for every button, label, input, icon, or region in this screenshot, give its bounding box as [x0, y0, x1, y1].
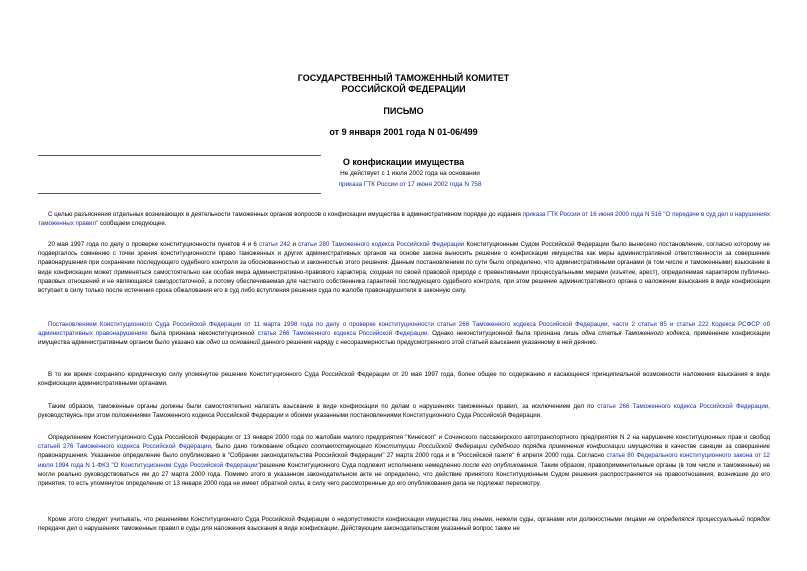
paragraph-6 [38, 433, 770, 488]
paragraph-1 [38, 210, 770, 228]
doc-subject: О конфискации имущества [342, 157, 465, 167]
p6-italic-1: общего соответствующего Конституции Российской Федерации судебного порядка применения конфискации имущества [286, 443, 663, 451]
p6-text-5: . Таким образом, правоприменительные органы (в том числе и таможенные) не могли реально руководствоваться им до 27 марта 2000 года. Помимо этого в указанном законодательном акте не определено, что действие принятого Конституционным Судом решения распространяется на правоотношения, возникшие до его принятия, то есть упомянутое определение от 13 января 2000 года не имеет обратной силы, в силу чего рассмотренные до его опубликования дела не подлежат пересмотру. [38, 461, 771, 488]
p3-text-4: данного решения наряду с несоразмерностью предусмотренного этой статьей взыскания указанному в ней деянию. [260, 339, 598, 347]
status-note [300, 168, 520, 190]
doc-type: ПИСЬМО [383, 106, 424, 116]
p2-text-1: 20 мая 1997 года по делу о проверке конституционности пунктов 4 и 6 [48, 241, 259, 248]
p5-text-2: , руководствуясь при этом положениями Таможенного кодекса Российской Федерации и обоими указанными постановлениями Конституционного Суда Российской Федерации. [38, 403, 770, 420]
p6-text-1: Определением Конституционного Суда Российской Федерации от 13 января 2000 года по жалобам малого предприятия "Кинескоп" и Сочинского пассажирского автотранспортного предприятия N 2 на нарушение конституционных прав и свобод [48, 434, 770, 441]
paragraph-3 [38, 320, 770, 348]
paragraph-2 [38, 240, 770, 295]
p3-link-resolution-1998[interactable]: Постановлением Конституционного Суда Российской Федерации от 11 марта 1998 года по делу о проверке конституционности статьи 266 Таможенного кодекса Российской Федерации, части 2 статьи 85 и статьи 222 Кодекса РСФСР об административных правонарушениях [38, 321, 770, 338]
p5-link-article-266[interactable]: статье 266 Таможенного кодекса Российской Федерации [597, 403, 769, 410]
p5-text-1: Таким образом, таможенные органы должны были самостоятельно налагать взыскание в виде конфискации по делам о нарушениях таможенных правил, за исключением дел по [48, 403, 598, 410]
p6-text-2: , было дано толкование [210, 443, 287, 451]
p7-text-2: передачи дел о нарушениях таможенных правил в суды для наложения взыскания в виде конфискации. Действующим законодательством указанный вопрос также не [38, 525, 520, 533]
org-title-line1: ГОСУДАРСТВЕННЫЙ ТАМОЖЕННЫЙ КОМИТЕТ [297, 73, 510, 83]
doc-date: от 9 января 2001 года N 01-06/499 [329, 127, 478, 137]
divider-bottom [38, 193, 321, 194]
p6-link-article-276[interactable]: статьей 276 Таможенного кодекса Российской Федерации [38, 443, 211, 451]
p3-italic-2: одно из оснований [206, 339, 261, 347]
p2-link-article-242[interactable]: статьи 242 [259, 241, 291, 248]
p2-text-2: и [290, 241, 299, 248]
p3-text-2: . Однако неконституционной была признана лишь [427, 330, 582, 338]
paragraph-7 [38, 515, 770, 533]
p1-text-2: сообщаем следующее. [98, 220, 167, 228]
p1-text-1: С целью разъяснения отдельных возникающих в деятельности таможенных органов вопросов о конфискации имущества в административном порядке до издания [48, 211, 523, 218]
paragraph-4 [38, 370, 770, 388]
org-title-line2: РОССИЙСКОЙ ФЕДЕРАЦИИ [341, 84, 466, 94]
p4-text-1: В то же время сохраняло юридическую силу упомянутое решение Конституционного Суда Российской Федерации от 20 мая 1997 года, более общее по содержанию и касающееся принципиальной возможности наложения взыскания в виде конфискации административными органами. [38, 371, 770, 388]
p3-text-1: была признана неконституционной [147, 330, 258, 338]
p7-italic-1: не определялся процессуальный порядок [648, 516, 770, 523]
p2-text-3: Конституционным Судом Российской Федерации было вынесено постановление, согласно которому не подвергалось сомнению с точки зрения конституционности право таможенных и других административных органов на основе закона выносить решение о конфискации имущества как меры административной ответственности за совершение правонарушения при сохранении последующего судебного контроля за обоснованностью и законностью этого решения. Данным постановлением по сути было определено, что административными органами (в том числе и таможенными) взыскание в виде конфискации может применяться самостоятельно как особая мера административно-правового характера, сходная по своей правовой природе с превентивными процессуальными мерами (изъятие, арест), определяемая характером публично-правовых отношений и не являющаяся самодостаточной, а потому обеспечиваемая для частного собственника гарантией последующего судебного контроля, при этом решение административного органа о наложении взыскания в виде конфискации вступает в силу только после истечения срока обжалования его в суд либо вступления решения суда по жалобе правонарушителя в законную силу. [38, 241, 770, 295]
p3-italic-1: одна статья Таможенного кодекса [581, 330, 690, 338]
p6-text-4: решение Конституционного Суда подлежит исполнению немедленно [259, 461, 463, 469]
p7-text-1: Кроме этого следует учитывать, что решениями Конституционного Суда Российской Федерации о недопустимости конфискации имущества лиц иными, нежели суды, органами или должностными лицами [48, 516, 649, 523]
p6-italic-2: после его опубликования [462, 461, 537, 469]
p3-link-article-266[interactable]: статья 266 Таможенного кодекса Российской Федерации [257, 330, 428, 338]
status-note-link[interactable]: приказа ГТК России от 17 июня 2002 года N 758 [338, 181, 482, 188]
divider-top [38, 155, 321, 156]
paragraph-5 [38, 402, 770, 420]
p2-link-article-280[interactable]: статьи 280 Таможенного кодекса Российской Федерации [298, 241, 465, 248]
p3-text-3: , применение конфискации имущества административным органом было указано как [38, 330, 770, 347]
p6-link-article-80[interactable]: статье 80 Федерального конституционного закона от 12 июля 1994 года N 1-ФКЗ "О Конституционном Суде Российской Федерации" [38, 452, 770, 469]
p6-text-3: в качестве санкции за совершение правонарушения. Указанное определение было опубликовано в "Собрании законодательства Российской Федерации" 27 марта 2000 года и в "Российской газете" 6 апреля 2000 года. Согласно [38, 443, 770, 460]
status-note-text: Не действует с 1 июля 2002 года на основании [340, 170, 480, 177]
p1-link-order-516[interactable]: приказа ГТК России от 16 июня 2000 года N 516 "О передаче в суд дел о нарушениях таможенных правил" [38, 211, 770, 228]
